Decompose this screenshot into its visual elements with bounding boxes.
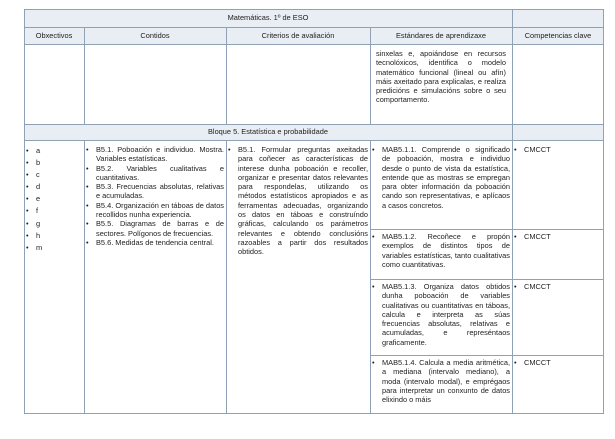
objectives-list — [26, 145, 82, 254]
grid-line — [24, 44, 604, 45]
competence-cell-3 — [514, 282, 602, 294]
header-objectives: Obxectivos — [24, 27, 84, 44]
header-corner — [512, 9, 604, 27]
list-item: • B5.1. Poboación e individuo. Mostra. Variables estatísticas. — [86, 145, 224, 164]
list-item: • m — [26, 242, 82, 254]
header-standards: Estándares de aprendizaxe — [370, 27, 512, 44]
grid-line — [226, 140, 227, 414]
grid-line — [84, 140, 85, 414]
list-item: • CMCCT — [514, 282, 602, 291]
list-item: • a — [26, 145, 82, 157]
list-item: • h — [26, 230, 82, 242]
grid-line — [370, 279, 604, 280]
list-item: • CMCCT — [514, 358, 602, 367]
objectives-cell — [26, 145, 82, 255]
block-title-corner — [512, 124, 604, 140]
grid-line — [370, 355, 604, 356]
list-item: • f — [26, 205, 82, 217]
list-item: • MAB5.1.2. Recoñece e propón exemplos de distintos tipos de variables estatísticas, tanto cualitativas como cuantitativas. — [372, 232, 510, 269]
list-item: • MAB5.1.3. Organiza datos obtidos dunha poboación de variables cualitativas ou cuantitativas en táboas, calcula e interpreta as súas frecuencias absolutas, relativas e acumuladas, e represéntaos graficamente. — [372, 282, 510, 347]
criteria-cell — [228, 145, 368, 285]
list-item: • B5.3. Frecuencias absolutas, relativas e acumuladas. — [86, 182, 224, 201]
contents-cell — [86, 145, 224, 305]
list-item: • c — [26, 169, 82, 181]
grid-line — [24, 124, 604, 125]
list-item: • CMCCT — [514, 145, 602, 154]
list-item: • B5.5. Diagramas de barras e de sectores. Polígonos de frecuencias. — [86, 219, 224, 238]
grid-line — [24, 140, 604, 141]
list-item: • b — [26, 157, 82, 169]
list-item: • d — [26, 181, 82, 193]
list-item: • B5.4. Organización en táboas de datos recollidos nunha experiencia. — [86, 201, 224, 220]
list-item: • B5.2. Variables cualitativas e cuantitativas. — [86, 164, 224, 183]
competence-cell-4 — [514, 358, 602, 370]
list-item: • CMCCT — [514, 232, 602, 241]
grid-line — [24, 9, 25, 414]
continuation-standard-text: sinxelas e, apoiándose en recursos tecnolóxicos, identifica o modelo matemático funcional (lineal ou afín) máis axeitado para explicalas, e realiza predicións e simulacións sobre o seu comportamento. — [376, 49, 506, 105]
table-title: Matemáticas. 1º de ESO — [24, 9, 512, 27]
grid-line — [603, 9, 604, 414]
list-item: • MAB5.1.4. Calcula a media aritmética, a mediana (intervalo mediano), a moda (intervalo modal), e emprégaos para interpretar un conxunto de datos elixindo o máis — [372, 358, 510, 404]
curriculum-table — [24, 9, 604, 414]
competence-cell-1 — [514, 145, 602, 157]
standard-cell-4 — [372, 358, 510, 412]
list-item: • B5.6. Medidas de tendencia central. — [86, 238, 224, 247]
grid-line — [226, 27, 227, 124]
standard-cell-3 — [372, 282, 510, 352]
header-competences: Competencias clave — [512, 27, 604, 44]
grid-line — [370, 140, 371, 414]
grid-line — [24, 27, 604, 28]
header-contents: Contidos — [84, 27, 226, 44]
grid-line — [512, 9, 513, 414]
grid-line — [370, 27, 371, 124]
header-criteria: Criterios de avaliación — [226, 27, 370, 44]
list-item: • MAB5.1.1. Comprende o significado de poboación, mostra e individuo desde o punto de vista da estatística, entende que as mostras se empregan para obter información da poboación cando son representativas, e aplícaos a casos concretos. — [372, 145, 510, 210]
standard-cell-2 — [372, 232, 510, 274]
list-item: • e — [26, 193, 82, 205]
grid-line — [24, 9, 604, 10]
list-item: • B5.1. Formular preguntas axeitadas para coñecer as características de interese dunha poboación e recoller, organizar e presentar datos relevantes para respondelas, utilizando os métodos estatísticos apropiados e as ferramentas adecuadas, organizando os datos en táboas e construíndo gráficas, calculando os parámetros relevantes e obtendo conclusións razoables a partir dos resultados obtidos. — [228, 145, 368, 257]
block-title: Bloque 5. Estatística e probabilidade — [24, 124, 512, 140]
competence-cell-2 — [514, 232, 602, 244]
grid-line — [84, 27, 85, 124]
grid-line — [24, 413, 604, 414]
contents-list — [86, 145, 224, 247]
criteria-list — [228, 145, 368, 257]
list-item: • g — [26, 218, 82, 230]
grid-line — [370, 229, 604, 230]
standard-cell-1 — [372, 145, 510, 227]
